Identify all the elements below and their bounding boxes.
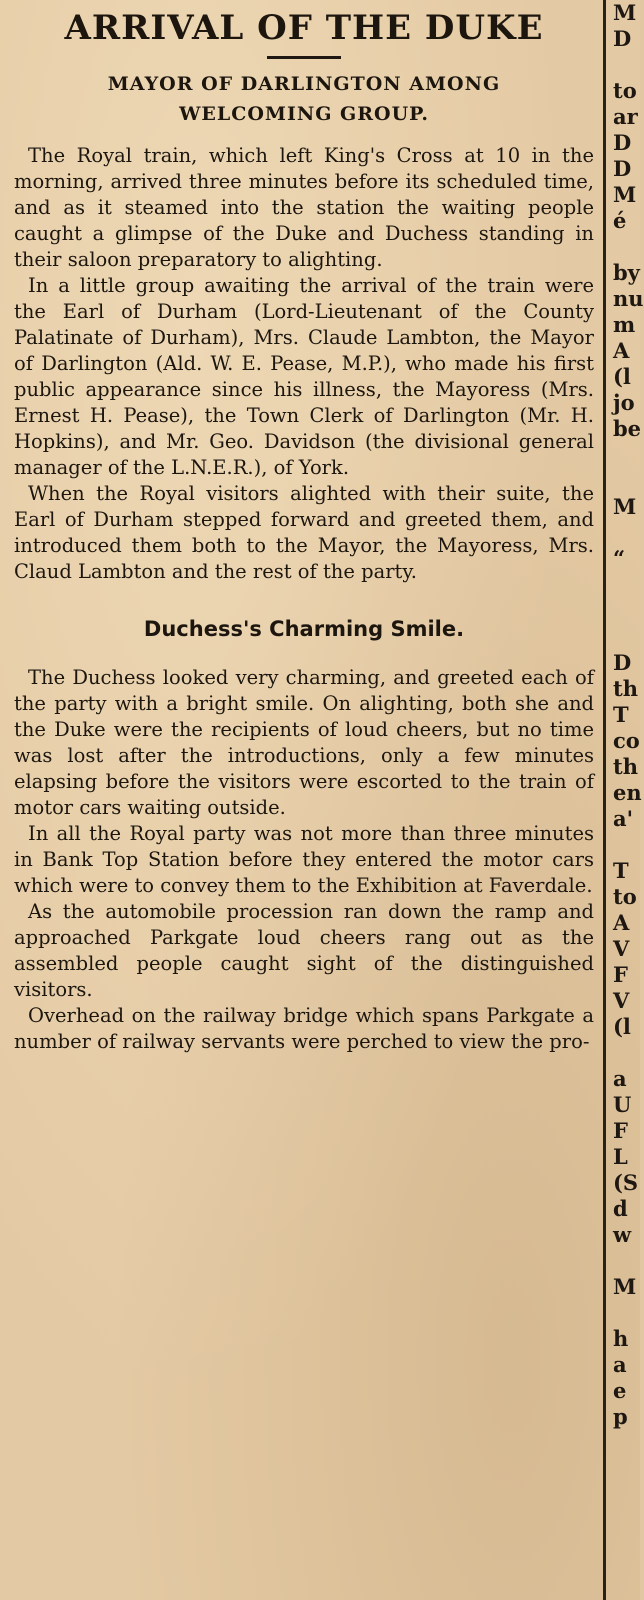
adjacent-column-fragment: L	[613, 1144, 628, 1169]
adjacent-column-fragment: D	[613, 156, 632, 181]
adjacent-column-fragment	[613, 1300, 640, 1326]
adjacent-column-fragment: a	[613, 1066, 627, 1091]
article-subheadline-2: WELCOMING GROUP.	[179, 103, 429, 125]
adjacent-column	[613, 0, 644, 1600]
adjacent-column-fragment	[613, 624, 640, 650]
adjacent-column-fragment: m	[613, 312, 636, 337]
adjacent-column-fragment: F	[613, 1118, 628, 1143]
adjacent-column-fragment: (l	[613, 364, 631, 389]
adjacent-column-fragment: a'	[613, 806, 634, 831]
adjacent-column-fragment: M	[613, 0, 637, 25]
adjacent-column-fragment: p	[613, 1404, 628, 1429]
adjacent-column-fragment: en	[613, 780, 642, 805]
adjacent-column-fragment: A	[613, 338, 630, 363]
adjacent-column-fragment: F	[613, 962, 628, 987]
adjacent-column-fragment: “	[613, 546, 626, 571]
adjacent-column-fragment	[613, 468, 640, 494]
adjacent-column-fragment: h	[613, 1326, 629, 1351]
adjacent-column-fragment: to	[613, 78, 637, 103]
adjacent-column-fragment: by	[613, 260, 640, 285]
adjacent-column-fragment: be	[613, 416, 642, 441]
adjacent-column-fragment: A	[613, 910, 630, 935]
adjacent-column-fragment: e	[613, 1378, 627, 1403]
column-divider	[603, 0, 606, 1600]
adjacent-column-fragment	[613, 442, 640, 468]
article-headline: ARRIVAL OF THE DUKE	[64, 8, 544, 48]
adjacent-column-fragment	[613, 52, 640, 78]
adjacent-column-fragment	[613, 234, 640, 260]
article-paragraph: Overhead on the railway bridge which spans Parkgate a number of railway servants were perched to view the pro-	[14, 1004, 594, 1053]
adjacent-column-fragment: D	[613, 26, 632, 51]
adjacent-column-fragment: to	[613, 884, 637, 909]
adjacent-column-fragment: nu	[613, 286, 644, 311]
adjacent-column-fragment	[613, 520, 640, 546]
adjacent-column-fragment: D	[613, 130, 632, 155]
adjacent-column-fragment: d	[613, 1196, 628, 1221]
adjacent-column-fragment: V	[613, 936, 630, 961]
article-paragraph: In a little group awaiting the arrival of the train were the Earl of Durham (Lord-Lieutenant of the County Palatinate of Durham), Mrs. Claude Lambton, the Mayor of Darlington (Ald. W. E. Pease, M.P.), who made his first public appearance since his illness, the Mayoress (Mrs. Ernest H. Pease), the Town Clerk of Darlington (Mr. H. Hopkins), and Mr. Geo. Davidson (the divisional general manager of the L.N.E.R.), of York.	[14, 274, 594, 479]
adjacent-column-fragment: th	[613, 676, 638, 701]
adjacent-column-fragment: (S	[613, 1170, 639, 1195]
adjacent-column-fragment: th	[613, 754, 638, 779]
adjacent-column-fragment: V	[613, 988, 630, 1013]
adjacent-column-fragment: T	[613, 858, 629, 883]
adjacent-column-fragment: é	[613, 208, 627, 233]
section-heading: Duchess's Charming Smile.	[143, 617, 465, 641]
article-column	[14, 6, 594, 1596]
adjacent-column-fragment: co	[613, 728, 640, 753]
article-paragraph: The Royal train, which left King's Cross at 10 in the morning, arrived three minutes before its scheduled time, and as it steamed into the station the waiting people caught a glimpse of the Duke and Duchess standing in their saloon preparatory to alighting.	[14, 144, 594, 271]
adjacent-column-fragment: jo	[613, 390, 635, 415]
article-subheadline-1: MAYOR OF DARLINGTON AMONG	[107, 73, 501, 95]
article-paragraph: As the automobile procession ran down the ramp and approached Parkgate loud cheers rang out as the assembled people caught sight of the distinguished visitors.	[14, 900, 594, 1001]
adjacent-column-fragment: M	[613, 1274, 637, 1299]
article-paragraph: In all the Royal party was not more than three minutes in Bank Top Station before they entered the motor cars which were to convey them to the Exhibition at Faverdale.	[14, 822, 594, 897]
article-paragraph: When the Royal visitors alighted with their suite, the Earl of Durham stepped forward and greeted them, and introduced them both to the Mayor, the Mayoress, Mrs. Claud Lambton and the rest of the party.	[14, 482, 594, 583]
adjacent-column-fragment: a	[613, 1352, 627, 1377]
adjacent-column-fragment	[613, 572, 640, 598]
adjacent-column-fragment: D	[613, 650, 632, 675]
adjacent-column-fragment: M	[613, 182, 637, 207]
adjacent-column-fragment: ar	[613, 104, 638, 129]
adjacent-column-fragment: M	[613, 494, 637, 519]
adjacent-column-fragment	[613, 1040, 640, 1066]
adjacent-column-fragment: T	[613, 702, 629, 727]
article-paragraph: The Duchess looked very charming, and greeted each of the party with a bright smile. On alighting, both she and the Duke were the recipients of loud cheers, but no time was lost after the introductions, only a few minutes elapsing before the visitors were escorted to the train of motor cars waiting outside.	[14, 666, 594, 819]
adjacent-column-fragment: (l	[613, 1014, 631, 1039]
adjacent-column-fragment: U	[613, 1092, 632, 1117]
adjacent-column-fragment	[613, 1248, 640, 1274]
headline-rule	[267, 56, 341, 59]
adjacent-column-fragment: w	[613, 1222, 632, 1247]
adjacent-column-fragment	[613, 832, 640, 858]
adjacent-column-fragment	[613, 598, 640, 624]
